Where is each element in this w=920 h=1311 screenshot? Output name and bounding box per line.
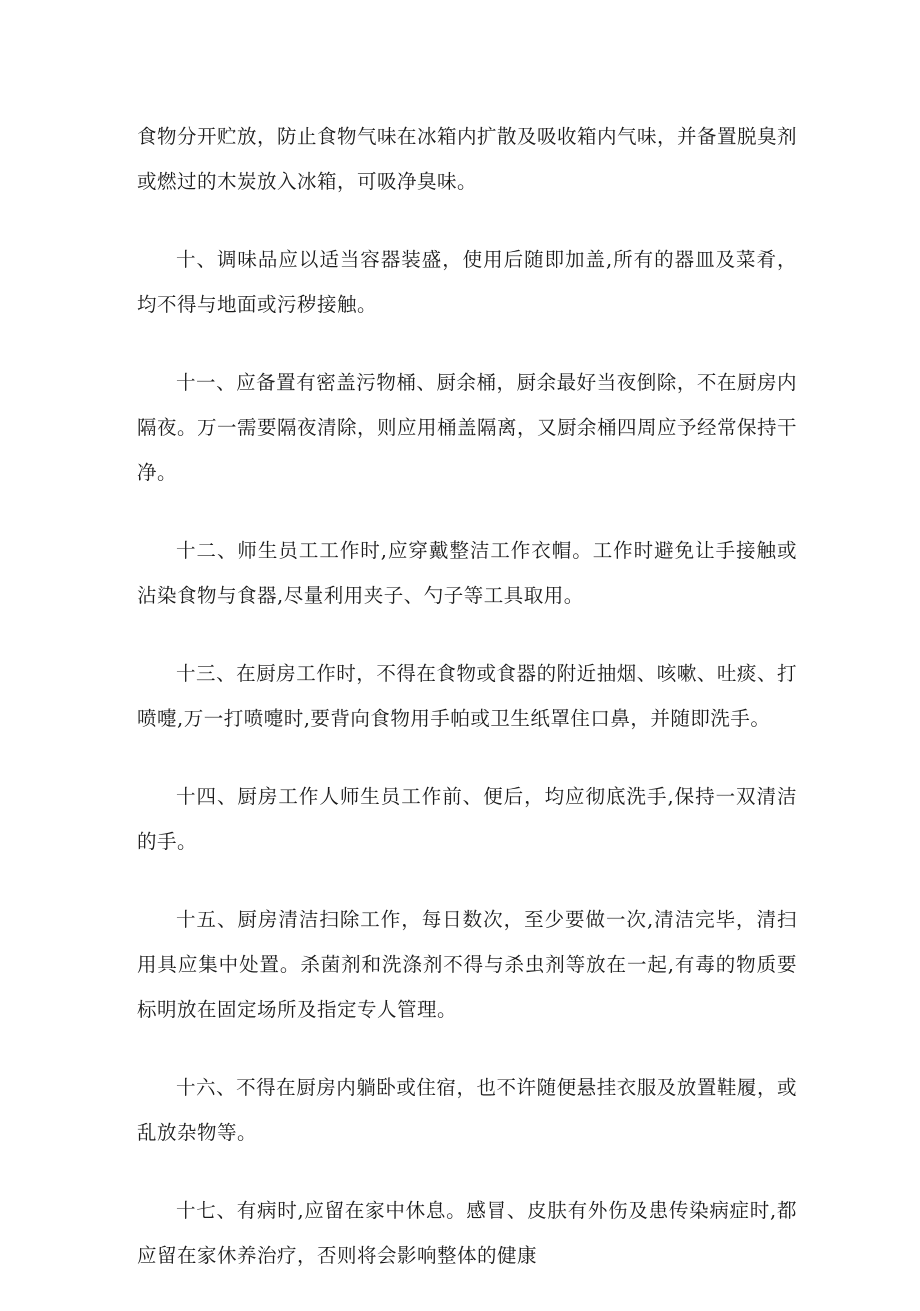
paragraph-rule-10: 十、调味品应以适当容器装盛，使用后随即加盖,所有的器皿及菜肴，均不得与地面或污秽接触。 — [137, 248, 797, 316]
paragraph-rule-13: 十三、在厨房工作时，不得在食物或食器的附近抽烟、咳嗽、吐痰、打喷嚏,万一打喷嚏时,要背向食物用手帕或卫生纸罩住口鼻，并随即洗手。 — [137, 662, 797, 730]
paragraph-rule-17: 十七、有病时,应留在家中休息。感冒、皮肤有外伤及患传染病症时,都应留在家休养治疗，否则将会影响整体的健康 — [137, 1199, 797, 1267]
document-body — [137, 114, 797, 1311]
paragraph-continued: 食物分开贮放，防止食物气味在冰箱内扩散及吸收箱内气味，并备置脱臭剂或燃过的木炭放入冰箱，可吸净臭味。 — [137, 125, 798, 193]
paragraph-rule-12: 十二、师生员工工作时,应穿戴整洁工作衣帽。工作时避免让手接触或沾染食物与食器,尽量利用夹子、勺子等工具取用。 — [137, 539, 797, 607]
paragraph-rule-14: 十四、厨房工作人师生员工作前、便后，均应彻底洗手,保持一双清洁的手。 — [137, 785, 797, 853]
paragraph-rule-11: 十一、应备置有密盖污物桶、厨余桶，厨余最好当夜倒除，不在厨房内隔夜。万一需要隔夜清除，则应用桶盖隔离，又厨余桶四周应予经常保持干净。 — [137, 371, 798, 484]
paragraph-rule-16: 十六、不得在厨房内躺卧或住宿，也不许随便悬挂衣服及放置鞋履，或乱放杂物等。 — [137, 1076, 797, 1144]
paragraph-rule-15: 十五、厨房清洁扫除工作，每日数次，至少要做一次,清洁完毕，清扫用具应集中处置。杀菌剂和洗涤剂不得与杀虫剂等放在一起,有毒的物质要标明放在固定场所及指定专人管理。 — [137, 908, 797, 1021]
